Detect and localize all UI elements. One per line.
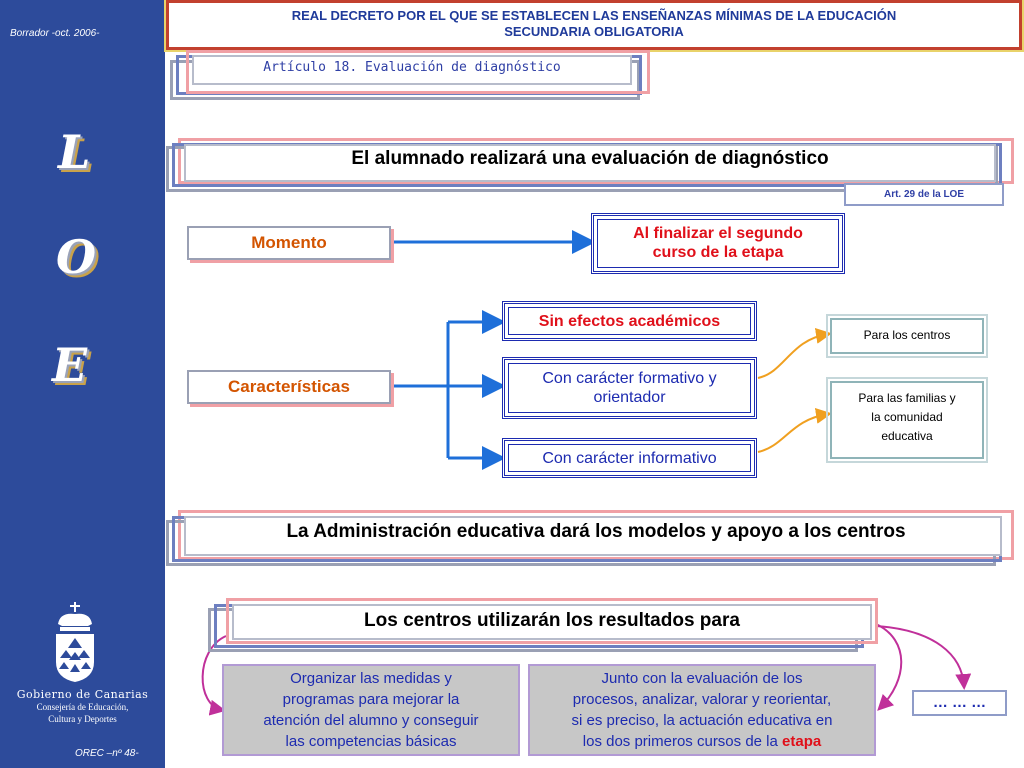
statement-text: El alumnado realizará una evaluación de diagnóstico xyxy=(351,148,829,169)
use-organize-box xyxy=(222,664,520,756)
use-analyze-line-4-text: los dos primeros cursos de la xyxy=(582,733,778,750)
logo-letter-l: L xyxy=(58,125,91,179)
title-line-2: SECUNDARIA OBLIGATORIA xyxy=(504,24,684,39)
momento-label: Momento xyxy=(251,233,327,252)
characteristic-item-2-line-2: orientador xyxy=(593,389,666,406)
momento-target-line-1: Al finalizar el segundo xyxy=(633,225,803,242)
use-analyze-line-1: Junto con la evaluación de los xyxy=(601,670,803,687)
caracteristicas-label: Características xyxy=(228,377,350,396)
use-organize-line-4: las competencias básicas xyxy=(285,733,457,750)
use-analyze-box xyxy=(528,664,876,756)
recipient-centers-text: Para los centros xyxy=(863,328,951,342)
centers-text: Los centros utilizarán los resultados para xyxy=(364,610,740,631)
use-analyze-line-3: si es preciso, la actuación educativa en xyxy=(571,712,833,729)
department-line-2: Cultura y Deportes xyxy=(48,714,117,724)
government-name: Gobierno de Canarias xyxy=(16,688,149,701)
caracteristicas-box xyxy=(187,370,391,404)
characteristic-item-1-text: Sin efectos académicos xyxy=(538,313,721,330)
use-organize-line-3: atención del alumno y conseguir xyxy=(263,712,479,729)
use-analyze-highlight: etapa xyxy=(782,733,822,750)
characteristic-item-2 xyxy=(502,357,757,419)
momento-box xyxy=(187,226,391,260)
characteristic-item-1 xyxy=(502,301,757,341)
use-arrow-right-1 xyxy=(876,624,901,708)
recipient-families-line-2: la comunidad xyxy=(871,410,943,424)
recipient-families-line-3: educativa xyxy=(881,429,933,443)
use-organize-line-2: programas para mejorar la xyxy=(282,691,460,708)
title-line-1: REAL DECRETO POR EL QUE SE ESTABLECEN LAS ENSEÑANZAS MÍNIMAS DE LA EDUCACIÓN xyxy=(291,8,897,23)
recipient-arrow-1 xyxy=(758,334,828,378)
recipient-families xyxy=(830,381,984,459)
logo-letter-e: E xyxy=(52,338,88,392)
page-reference: OREC –nº 48- xyxy=(75,748,139,759)
momento-target-box xyxy=(591,213,845,274)
recipient-centers xyxy=(830,318,984,354)
use-arrow-right-2 xyxy=(876,626,964,686)
law-reference-badge: Art. 29 de la LOE xyxy=(844,183,1004,206)
recipient-families-line-1: Para las familias y xyxy=(858,391,956,405)
administration-text: La Administración educativa dará los modelos y apoyo a los centros xyxy=(286,521,906,542)
characteristic-item-3 xyxy=(502,438,757,478)
more-uses-ellipsis: … … … xyxy=(912,690,1007,716)
momento-target-line-2: curso de la etapa xyxy=(652,244,784,261)
use-analyze-line-4 xyxy=(530,731,874,752)
department-line-1: Consejería de Educación, xyxy=(36,702,129,712)
logo-letter-o: O xyxy=(56,230,97,284)
recipient-arrow-2 xyxy=(758,414,828,452)
article-heading: Artículo 18. Evaluación de diagnóstico xyxy=(263,60,561,75)
use-organize-line-1: Organizar las medidas y xyxy=(290,670,452,687)
use-analyze-line-2: procesos, analizar, valorar y reorientar, xyxy=(572,691,832,708)
characteristic-item-3-text: Con carácter informativo xyxy=(542,450,717,467)
characteristic-item-2-line-1: Con carácter formativo y xyxy=(542,370,717,387)
draft-label: Borrador -oct. 2006- xyxy=(10,28,100,39)
